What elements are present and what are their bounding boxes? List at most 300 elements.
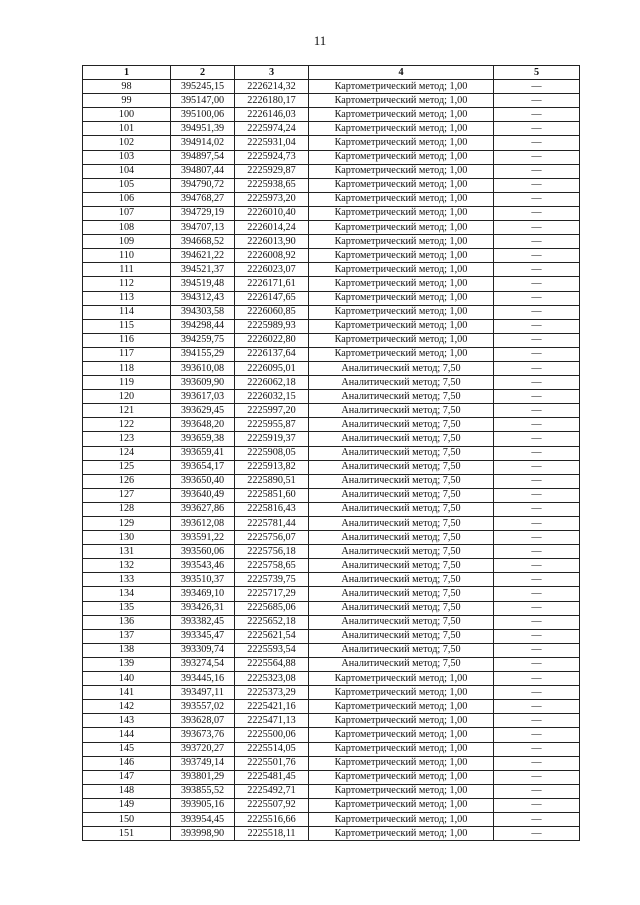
description-cell: — (494, 502, 580, 516)
point-number-cell: 151 (83, 827, 171, 841)
table-row (83, 559, 580, 573)
y-coordinate-cell: 2225516,66 (235, 812, 309, 826)
description-cell: — (494, 221, 580, 235)
table-row (83, 361, 580, 375)
method-accuracy-cell: Картометрический метод; 1,00 (309, 291, 494, 305)
table-row (83, 798, 580, 812)
point-number-cell: 141 (83, 686, 171, 700)
method-accuracy-cell: Картометрический метод; 1,00 (309, 122, 494, 136)
table-row (83, 136, 580, 150)
method-accuracy-cell: Аналитический метод; 7,50 (309, 615, 494, 629)
y-coordinate-cell: 2225652,18 (235, 615, 309, 629)
description-cell: — (494, 559, 580, 573)
y-coordinate-cell: 2225931,04 (235, 136, 309, 150)
description-cell: — (494, 728, 580, 742)
point-number-cell: 106 (83, 192, 171, 206)
column-header-2: 2 (171, 66, 235, 80)
description-cell: — (494, 235, 580, 249)
method-accuracy-cell: Аналитический метод; 7,50 (309, 573, 494, 587)
description-cell: — (494, 474, 580, 488)
table-row (83, 784, 580, 798)
x-coordinate-cell: 393345,47 (171, 629, 235, 643)
method-accuracy-cell: Картометрический метод; 1,00 (309, 756, 494, 770)
y-coordinate-cell: 2225955,87 (235, 418, 309, 432)
point-number-cell: 136 (83, 615, 171, 629)
y-coordinate-cell: 2226060,85 (235, 305, 309, 319)
x-coordinate-cell: 393749,14 (171, 756, 235, 770)
y-coordinate-cell: 2226023,07 (235, 263, 309, 277)
y-coordinate-cell: 2225593,54 (235, 643, 309, 657)
point-number-cell: 113 (83, 291, 171, 305)
x-coordinate-cell: 394621,22 (171, 249, 235, 263)
method-accuracy-cell: Картометрический метод; 1,00 (309, 80, 494, 94)
description-cell: — (494, 460, 580, 474)
description-cell: — (494, 531, 580, 545)
method-accuracy-cell: Картометрический метод; 1,00 (309, 770, 494, 784)
point-number-cell: 108 (83, 221, 171, 235)
point-number-cell: 104 (83, 164, 171, 178)
point-number-cell: 147 (83, 770, 171, 784)
description-cell: — (494, 94, 580, 108)
table-row (83, 404, 580, 418)
point-number-cell: 131 (83, 545, 171, 559)
description-cell: — (494, 770, 580, 784)
description-cell: — (494, 827, 580, 841)
point-number-cell: 116 (83, 333, 171, 347)
y-coordinate-cell: 2225685,06 (235, 601, 309, 615)
point-number-cell: 111 (83, 263, 171, 277)
point-number-cell: 150 (83, 812, 171, 826)
table-row (83, 812, 580, 826)
description-cell: — (494, 672, 580, 686)
point-number-cell: 142 (83, 700, 171, 714)
method-accuracy-cell: Аналитический метод; 7,50 (309, 559, 494, 573)
method-accuracy-cell: Аналитический метод; 7,50 (309, 446, 494, 460)
method-accuracy-cell: Картометрический метод; 1,00 (309, 277, 494, 291)
table-row (83, 235, 580, 249)
x-coordinate-cell: 394790,72 (171, 178, 235, 192)
point-number-cell: 118 (83, 361, 171, 375)
description-cell: — (494, 361, 580, 375)
x-coordinate-cell: 393557,02 (171, 700, 235, 714)
description-cell: — (494, 277, 580, 291)
table-row (83, 221, 580, 235)
table-row (83, 756, 580, 770)
y-coordinate-cell: 2226014,24 (235, 221, 309, 235)
y-coordinate-cell: 2225816,43 (235, 502, 309, 516)
y-coordinate-cell: 2226032,15 (235, 390, 309, 404)
point-number-cell: 103 (83, 150, 171, 164)
description-cell: — (494, 178, 580, 192)
y-coordinate-cell: 2225756,07 (235, 531, 309, 545)
x-coordinate-cell: 393543,46 (171, 559, 235, 573)
point-number-cell: 119 (83, 376, 171, 390)
table-row (83, 827, 580, 841)
x-coordinate-cell: 394951,39 (171, 122, 235, 136)
x-coordinate-cell: 394312,43 (171, 291, 235, 305)
description-cell: — (494, 756, 580, 770)
table-row (83, 164, 580, 178)
y-coordinate-cell: 2226137,64 (235, 347, 309, 361)
x-coordinate-cell: 393445,16 (171, 672, 235, 686)
method-accuracy-cell: Аналитический метод; 7,50 (309, 418, 494, 432)
method-accuracy-cell: Картометрический метод; 1,00 (309, 319, 494, 333)
method-accuracy-cell: Картометрический метод; 1,00 (309, 742, 494, 756)
x-coordinate-cell: 393659,38 (171, 432, 235, 446)
y-coordinate-cell: 2226010,40 (235, 206, 309, 220)
description-cell: — (494, 108, 580, 122)
table-row (83, 347, 580, 361)
x-coordinate-cell: 393673,76 (171, 728, 235, 742)
table-row (83, 178, 580, 192)
y-coordinate-cell: 2225492,71 (235, 784, 309, 798)
y-coordinate-cell: 2225989,93 (235, 319, 309, 333)
point-number-cell: 100 (83, 108, 171, 122)
description-cell: — (494, 347, 580, 361)
x-coordinate-cell: 393654,17 (171, 460, 235, 474)
table-row (83, 418, 580, 432)
point-number-cell: 114 (83, 305, 171, 319)
x-coordinate-cell: 393591,22 (171, 531, 235, 545)
x-coordinate-cell: 393650,40 (171, 474, 235, 488)
method-accuracy-cell: Картометрический метод; 1,00 (309, 672, 494, 686)
point-number-cell: 115 (83, 319, 171, 333)
description-cell: — (494, 333, 580, 347)
point-number-cell: 134 (83, 587, 171, 601)
x-coordinate-cell: 394298,44 (171, 319, 235, 333)
point-number-cell: 146 (83, 756, 171, 770)
x-coordinate-cell: 394897,54 (171, 150, 235, 164)
description-cell: — (494, 164, 580, 178)
y-coordinate-cell: 2225564,88 (235, 657, 309, 671)
table-row (83, 601, 580, 615)
y-coordinate-cell: 2225913,82 (235, 460, 309, 474)
method-accuracy-cell: Картометрический метод; 1,00 (309, 347, 494, 361)
y-coordinate-cell: 2226022,80 (235, 333, 309, 347)
description-cell: — (494, 122, 580, 136)
table-row (83, 390, 580, 404)
description-cell: — (494, 418, 580, 432)
table-row (83, 305, 580, 319)
y-coordinate-cell: 2225997,20 (235, 404, 309, 418)
description-cell: — (494, 249, 580, 263)
description-cell: — (494, 587, 580, 601)
x-coordinate-cell: 394521,37 (171, 263, 235, 277)
y-coordinate-cell: 2225924,73 (235, 150, 309, 164)
method-accuracy-cell: Картометрический метод; 1,00 (309, 192, 494, 206)
x-coordinate-cell: 393617,03 (171, 390, 235, 404)
x-coordinate-cell: 393640,49 (171, 488, 235, 502)
point-number-cell: 107 (83, 206, 171, 220)
column-header-5: 5 (494, 66, 580, 80)
page-number: 11 (313, 33, 327, 48)
point-number-cell: 112 (83, 277, 171, 291)
y-coordinate-cell: 2226180,17 (235, 94, 309, 108)
x-coordinate-cell: 393801,29 (171, 770, 235, 784)
y-coordinate-cell: 2225481,45 (235, 770, 309, 784)
x-coordinate-cell: 394259,75 (171, 333, 235, 347)
description-cell: — (494, 192, 580, 206)
table-row (83, 517, 580, 531)
y-coordinate-cell: 2225851,60 (235, 488, 309, 502)
point-number-cell: 109 (83, 235, 171, 249)
x-coordinate-cell: 393609,90 (171, 376, 235, 390)
table-row (83, 446, 580, 460)
table-row (83, 545, 580, 559)
method-accuracy-cell: Аналитический метод; 7,50 (309, 517, 494, 531)
description-cell: — (494, 488, 580, 502)
x-coordinate-cell: 393659,41 (171, 446, 235, 460)
table-body (83, 80, 580, 841)
point-number-cell: 129 (83, 517, 171, 531)
y-coordinate-cell: 2225890,51 (235, 474, 309, 488)
method-accuracy-cell: Картометрический метод; 1,00 (309, 305, 494, 319)
description-cell: — (494, 80, 580, 94)
description-cell: — (494, 686, 580, 700)
method-accuracy-cell: Картометрический метод; 1,00 (309, 728, 494, 742)
point-number-cell: 99 (83, 94, 171, 108)
y-coordinate-cell: 2225323,08 (235, 672, 309, 686)
table-row (83, 531, 580, 545)
method-accuracy-cell: Аналитический метод; 7,50 (309, 460, 494, 474)
y-coordinate-cell: 2225471,13 (235, 714, 309, 728)
method-accuracy-cell: Картометрический метод; 1,00 (309, 206, 494, 220)
x-coordinate-cell: 394519,48 (171, 277, 235, 291)
method-accuracy-cell: Картометрический метод; 1,00 (309, 784, 494, 798)
point-number-cell: 149 (83, 798, 171, 812)
y-coordinate-cell: 2225781,44 (235, 517, 309, 531)
point-number-cell: 127 (83, 488, 171, 502)
description-cell: — (494, 629, 580, 643)
x-coordinate-cell: 394768,27 (171, 192, 235, 206)
y-coordinate-cell: 2226214,32 (235, 80, 309, 94)
point-number-cell: 132 (83, 559, 171, 573)
description-cell: — (494, 150, 580, 164)
method-accuracy-cell: Картометрический метод; 1,00 (309, 249, 494, 263)
description-cell: — (494, 404, 580, 418)
y-coordinate-cell: 2225974,24 (235, 122, 309, 136)
table-row (83, 150, 580, 164)
point-number-cell: 130 (83, 531, 171, 545)
point-number-cell: 124 (83, 446, 171, 460)
x-coordinate-cell: 393627,86 (171, 502, 235, 516)
x-coordinate-cell: 393612,08 (171, 517, 235, 531)
y-coordinate-cell: 2225756,18 (235, 545, 309, 559)
point-number-cell: 101 (83, 122, 171, 136)
point-number-cell: 144 (83, 728, 171, 742)
point-number-cell: 117 (83, 347, 171, 361)
method-accuracy-cell: Аналитический метод; 7,50 (309, 488, 494, 502)
method-accuracy-cell: Картометрический метод; 1,00 (309, 136, 494, 150)
description-cell: — (494, 136, 580, 150)
x-coordinate-cell: 394668,52 (171, 235, 235, 249)
point-number-cell: 135 (83, 601, 171, 615)
x-coordinate-cell: 393382,45 (171, 615, 235, 629)
method-accuracy-cell: Картометрический метод; 1,00 (309, 714, 494, 728)
x-coordinate-cell: 395147,00 (171, 94, 235, 108)
description-cell: — (494, 643, 580, 657)
table-row (83, 206, 580, 220)
point-number-cell: 98 (83, 80, 171, 94)
y-coordinate-cell: 2226147,65 (235, 291, 309, 305)
x-coordinate-cell: 393954,45 (171, 812, 235, 826)
method-accuracy-cell: Картометрический метод; 1,00 (309, 150, 494, 164)
table-row (83, 714, 580, 728)
method-accuracy-cell: Аналитический метод; 7,50 (309, 629, 494, 643)
y-coordinate-cell: 2225518,11 (235, 827, 309, 841)
point-number-cell: 140 (83, 672, 171, 686)
coordinates-table (82, 65, 580, 841)
table-row (83, 770, 580, 784)
method-accuracy-cell: Аналитический метод; 7,50 (309, 361, 494, 375)
method-accuracy-cell: Аналитический метод; 7,50 (309, 432, 494, 446)
point-number-cell: 121 (83, 404, 171, 418)
point-number-cell: 128 (83, 502, 171, 516)
x-coordinate-cell: 393610,08 (171, 361, 235, 375)
table-row (83, 122, 580, 136)
method-accuracy-cell: Аналитический метод; 7,50 (309, 390, 494, 404)
description-cell: — (494, 432, 580, 446)
table-row (83, 742, 580, 756)
x-coordinate-cell: 393855,52 (171, 784, 235, 798)
y-coordinate-cell: 2225421,16 (235, 700, 309, 714)
x-coordinate-cell: 394914,02 (171, 136, 235, 150)
table-row (83, 94, 580, 108)
description-cell: — (494, 206, 580, 220)
method-accuracy-cell: Аналитический метод; 7,50 (309, 601, 494, 615)
y-coordinate-cell: 2225929,87 (235, 164, 309, 178)
x-coordinate-cell: 393510,37 (171, 573, 235, 587)
method-accuracy-cell: Картометрический метод; 1,00 (309, 178, 494, 192)
method-accuracy-cell: Картометрический метод; 1,00 (309, 108, 494, 122)
description-cell: — (494, 573, 580, 587)
point-number-cell: 110 (83, 249, 171, 263)
point-number-cell: 102 (83, 136, 171, 150)
description-cell: — (494, 812, 580, 826)
description-cell: — (494, 263, 580, 277)
table-row (83, 629, 580, 643)
x-coordinate-cell: 394707,13 (171, 221, 235, 235)
table-row (83, 249, 580, 263)
table-row (83, 587, 580, 601)
method-accuracy-cell: Картометрический метод; 1,00 (309, 700, 494, 714)
x-coordinate-cell: 393560,06 (171, 545, 235, 559)
method-accuracy-cell: Картометрический метод; 1,00 (309, 686, 494, 700)
point-number-cell: 123 (83, 432, 171, 446)
x-coordinate-cell: 393720,27 (171, 742, 235, 756)
x-coordinate-cell: 394729,19 (171, 206, 235, 220)
y-coordinate-cell: 2226171,61 (235, 277, 309, 291)
description-cell: — (494, 700, 580, 714)
table-row (83, 488, 580, 502)
point-number-cell: 137 (83, 629, 171, 643)
table-row (83, 319, 580, 333)
y-coordinate-cell: 2225938,65 (235, 178, 309, 192)
column-header-1: 1 (83, 66, 171, 80)
table-row (83, 263, 580, 277)
point-number-cell: 133 (83, 573, 171, 587)
method-accuracy-cell: Картометрический метод; 1,00 (309, 164, 494, 178)
table-row (83, 192, 580, 206)
y-coordinate-cell: 2225621,54 (235, 629, 309, 643)
description-cell: — (494, 305, 580, 319)
point-number-cell: 138 (83, 643, 171, 657)
table-row (83, 80, 580, 94)
method-accuracy-cell: Аналитический метод; 7,50 (309, 502, 494, 516)
method-accuracy-cell: Картометрический метод; 1,00 (309, 94, 494, 108)
x-coordinate-cell: 394807,44 (171, 164, 235, 178)
table-row (83, 460, 580, 474)
x-coordinate-cell: 393309,74 (171, 643, 235, 657)
column-header-3: 3 (235, 66, 309, 80)
x-coordinate-cell: 393274,54 (171, 657, 235, 671)
method-accuracy-cell: Картометрический метод; 1,00 (309, 263, 494, 277)
x-coordinate-cell: 395100,06 (171, 108, 235, 122)
column-header-4: 4 (309, 66, 494, 80)
y-coordinate-cell: 2225919,37 (235, 432, 309, 446)
method-accuracy-cell: Картометрический метод; 1,00 (309, 221, 494, 235)
table-row (83, 108, 580, 122)
description-cell: — (494, 517, 580, 531)
table-row (83, 686, 580, 700)
x-coordinate-cell: 393628,07 (171, 714, 235, 728)
method-accuracy-cell: Аналитический метод; 7,50 (309, 587, 494, 601)
x-coordinate-cell: 395245,15 (171, 80, 235, 94)
table-row (83, 672, 580, 686)
y-coordinate-cell: 2225500,06 (235, 728, 309, 742)
y-coordinate-cell: 2225717,29 (235, 587, 309, 601)
x-coordinate-cell: 393629,45 (171, 404, 235, 418)
y-coordinate-cell: 2225507,92 (235, 798, 309, 812)
method-accuracy-cell: Аналитический метод; 7,50 (309, 376, 494, 390)
table-row (83, 291, 580, 305)
x-coordinate-cell: 393905,16 (171, 798, 235, 812)
description-cell: — (494, 798, 580, 812)
method-accuracy-cell: Картометрический метод; 1,00 (309, 235, 494, 249)
table-row (83, 615, 580, 629)
y-coordinate-cell: 2225739,75 (235, 573, 309, 587)
description-cell: — (494, 657, 580, 671)
method-accuracy-cell: Аналитический метод; 7,50 (309, 404, 494, 418)
method-accuracy-cell: Аналитический метод; 7,50 (309, 474, 494, 488)
x-coordinate-cell: 394155,29 (171, 347, 235, 361)
description-cell: — (494, 376, 580, 390)
y-coordinate-cell: 2226008,92 (235, 249, 309, 263)
point-number-cell: 143 (83, 714, 171, 728)
y-coordinate-cell: 2225908,05 (235, 446, 309, 460)
y-coordinate-cell: 2226146,03 (235, 108, 309, 122)
x-coordinate-cell: 394303,58 (171, 305, 235, 319)
y-coordinate-cell: 2226013,90 (235, 235, 309, 249)
description-cell: — (494, 601, 580, 615)
point-number-cell: 120 (83, 390, 171, 404)
table-row (83, 432, 580, 446)
method-accuracy-cell: Аналитический метод; 7,50 (309, 657, 494, 671)
method-accuracy-cell: Аналитический метод; 7,50 (309, 531, 494, 545)
table-row (83, 700, 580, 714)
y-coordinate-cell: 2225758,65 (235, 559, 309, 573)
x-coordinate-cell: 393497,11 (171, 686, 235, 700)
y-coordinate-cell: 2226095,01 (235, 361, 309, 375)
table-row (83, 474, 580, 488)
x-coordinate-cell: 393998,90 (171, 827, 235, 841)
description-cell: — (494, 319, 580, 333)
y-coordinate-cell: 2225501,76 (235, 756, 309, 770)
table-row (83, 376, 580, 390)
point-number-cell: 122 (83, 418, 171, 432)
point-number-cell: 148 (83, 784, 171, 798)
description-cell: — (494, 390, 580, 404)
